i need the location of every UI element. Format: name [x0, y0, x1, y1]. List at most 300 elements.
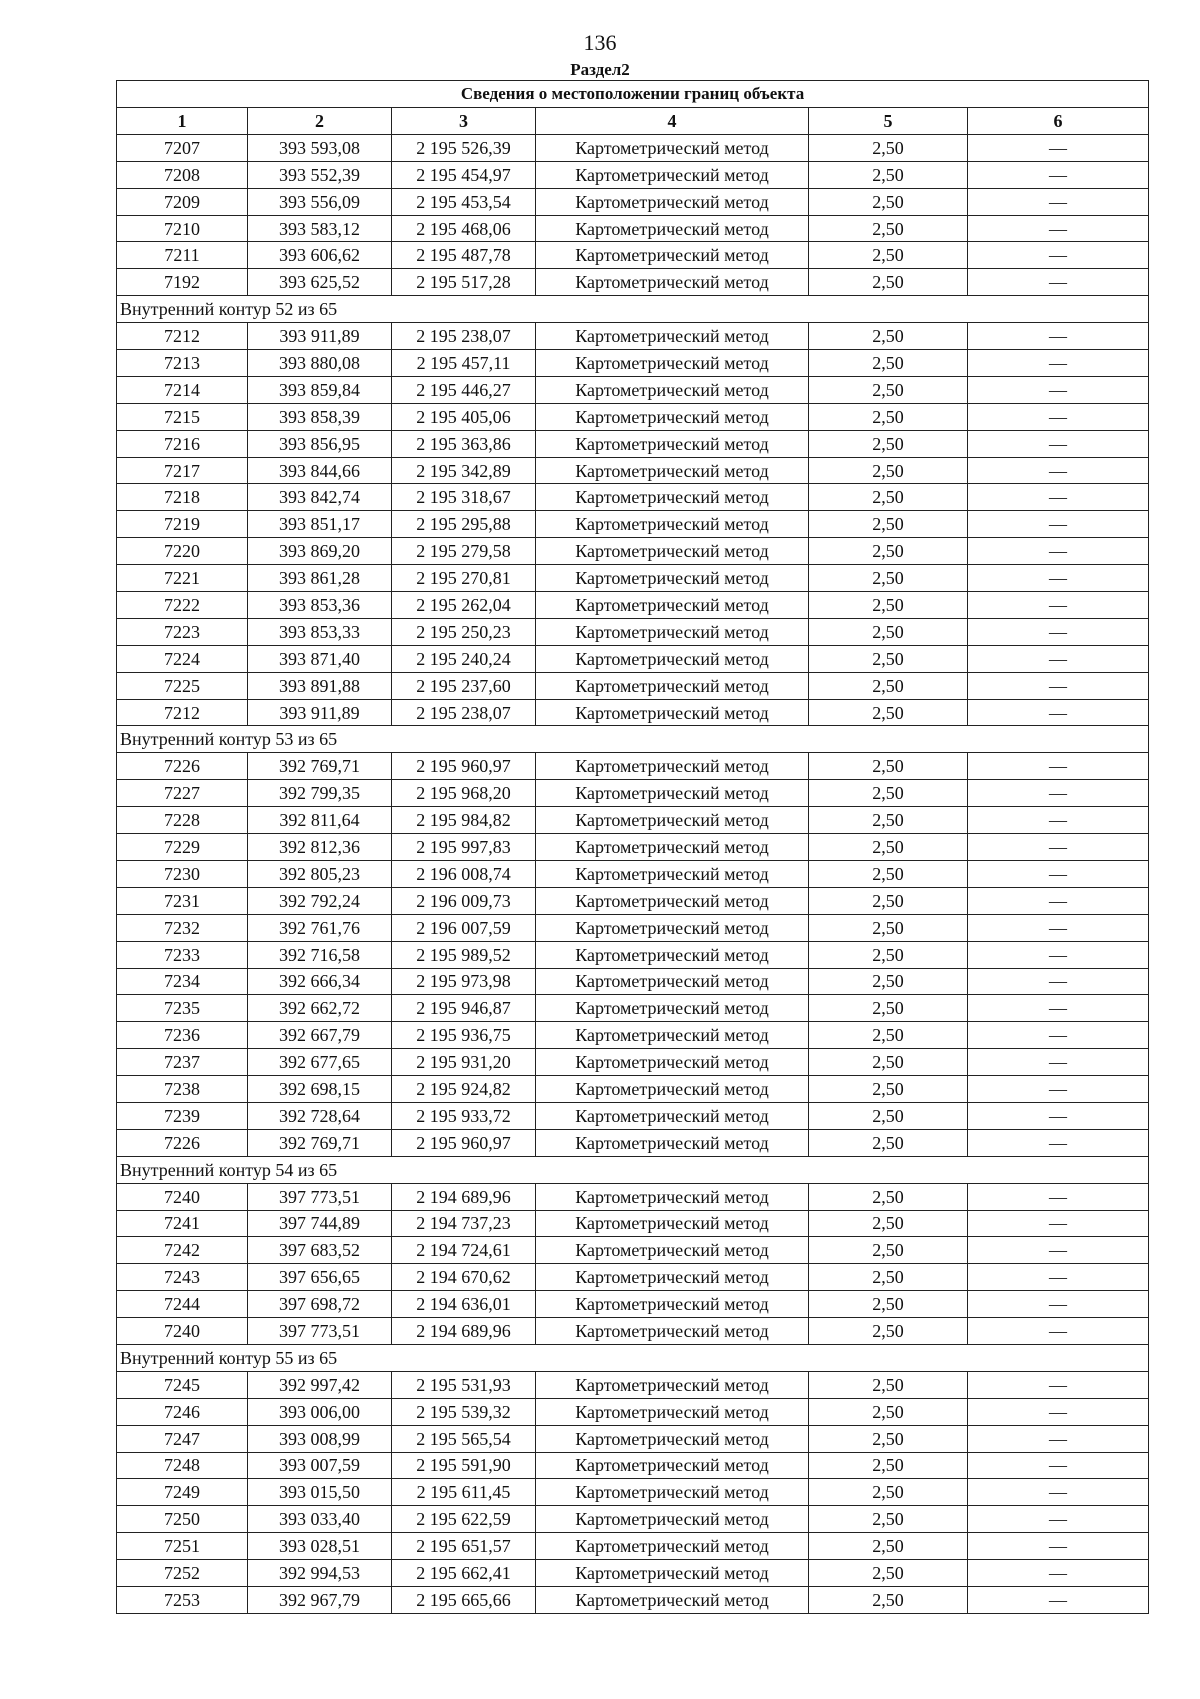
- point-number-cell: 7241: [117, 1210, 248, 1237]
- method-cell: Картометрический метод: [536, 1210, 809, 1237]
- table-row: [117, 242, 1149, 269]
- method-cell: Картометрический метод: [536, 1533, 809, 1560]
- method-cell: Картометрический метод: [536, 323, 809, 350]
- table-row: [117, 1318, 1149, 1345]
- method-cell: Картометрический метод: [536, 188, 809, 215]
- point-number-cell: 7235: [117, 995, 248, 1022]
- description-cell: —: [968, 645, 1149, 672]
- x-coordinate-cell: 393 008,99: [248, 1425, 392, 1452]
- point-number-cell: 7215: [117, 403, 248, 430]
- method-cell: Картометрический метод: [536, 1506, 809, 1533]
- description-cell: —: [968, 1102, 1149, 1129]
- table-row: [117, 430, 1149, 457]
- point-number-cell: 7216: [117, 430, 248, 457]
- description-cell: —: [968, 592, 1149, 619]
- y-coordinate-cell: 2 195 622,59: [392, 1506, 536, 1533]
- table-row: [117, 1129, 1149, 1156]
- accuracy-cell: 2,50: [809, 645, 968, 672]
- accuracy-cell: 2,50: [809, 403, 968, 430]
- description-cell: —: [968, 538, 1149, 565]
- method-cell: Картометрический метод: [536, 1371, 809, 1398]
- table-row: [117, 511, 1149, 538]
- point-number-cell: 7246: [117, 1398, 248, 1425]
- x-coordinate-cell: 393 880,08: [248, 350, 392, 377]
- table-row: [117, 1291, 1149, 1318]
- x-coordinate-cell: 392 716,58: [248, 941, 392, 968]
- method-cell: Картометрический метод: [536, 1291, 809, 1318]
- description-cell: —: [968, 134, 1149, 161]
- x-coordinate-cell: 393 869,20: [248, 538, 392, 565]
- accuracy-cell: 2,50: [809, 753, 968, 780]
- x-coordinate-cell: 397 773,51: [248, 1318, 392, 1345]
- x-coordinate-cell: 393 858,39: [248, 403, 392, 430]
- y-coordinate-cell: 2 195 946,87: [392, 995, 536, 1022]
- table-row: [117, 807, 1149, 834]
- y-coordinate-cell: 2 195 933,72: [392, 1102, 536, 1129]
- accuracy-cell: 2,50: [809, 807, 968, 834]
- x-coordinate-cell: 393 015,50: [248, 1479, 392, 1506]
- point-number-cell: 7234: [117, 968, 248, 995]
- description-cell: —: [968, 161, 1149, 188]
- method-cell: Картометрический метод: [536, 672, 809, 699]
- point-number-cell: 7226: [117, 1129, 248, 1156]
- y-coordinate-cell: 2 195 973,98: [392, 968, 536, 995]
- x-coordinate-cell: 393 911,89: [248, 323, 392, 350]
- description-cell: —: [968, 1291, 1149, 1318]
- x-coordinate-cell: 392 667,79: [248, 1022, 392, 1049]
- y-coordinate-cell: 2 196 009,73: [392, 887, 536, 914]
- table-row: [117, 376, 1149, 403]
- point-number-cell: 7209: [117, 188, 248, 215]
- x-coordinate-cell: 392 698,15: [248, 1076, 392, 1103]
- description-cell: —: [968, 1371, 1149, 1398]
- point-number-cell: 7220: [117, 538, 248, 565]
- y-coordinate-cell: 2 195 237,60: [392, 672, 536, 699]
- point-number-cell: 7212: [117, 323, 248, 350]
- table-row: [117, 484, 1149, 511]
- table-row: [117, 1076, 1149, 1103]
- x-coordinate-cell: 392 769,71: [248, 753, 392, 780]
- method-cell: Картометрический метод: [536, 1183, 809, 1210]
- description-cell: —: [968, 1049, 1149, 1076]
- accuracy-cell: 2,50: [809, 538, 968, 565]
- accuracy-cell: 2,50: [809, 1129, 968, 1156]
- table-row: [117, 941, 1149, 968]
- x-coordinate-cell: 392 666,34: [248, 968, 392, 995]
- method-cell: Картометрический метод: [536, 457, 809, 484]
- method-cell: Картометрический метод: [536, 834, 809, 861]
- table-row: [117, 1237, 1149, 1264]
- table-row: [117, 672, 1149, 699]
- table-row: [117, 188, 1149, 215]
- y-coordinate-cell: 2 195 453,54: [392, 188, 536, 215]
- description-cell: —: [968, 672, 1149, 699]
- table-row: [117, 968, 1149, 995]
- y-coordinate-cell: 2 195 454,97: [392, 161, 536, 188]
- method-cell: Картометрический метод: [536, 565, 809, 592]
- description-cell: —: [968, 215, 1149, 242]
- accuracy-cell: 2,50: [809, 484, 968, 511]
- column-header: 2: [248, 108, 392, 135]
- x-coordinate-cell: 393 556,09: [248, 188, 392, 215]
- accuracy-cell: 2,50: [809, 672, 968, 699]
- accuracy-cell: 2,50: [809, 1371, 968, 1398]
- accuracy-cell: 2,50: [809, 995, 968, 1022]
- x-coordinate-cell: 392 792,24: [248, 887, 392, 914]
- table-row: [117, 350, 1149, 377]
- description-cell: —: [968, 376, 1149, 403]
- description-cell: —: [968, 430, 1149, 457]
- x-coordinate-cell: 393 891,88: [248, 672, 392, 699]
- table-row: [117, 834, 1149, 861]
- page-number: 136: [583, 30, 617, 55]
- description-cell: —: [968, 1479, 1149, 1506]
- accuracy-cell: 2,50: [809, 1022, 968, 1049]
- method-cell: Картометрический метод: [536, 941, 809, 968]
- method-cell: Картометрический метод: [536, 215, 809, 242]
- point-number-cell: 7224: [117, 645, 248, 672]
- y-coordinate-cell: 2 194 636,01: [392, 1291, 536, 1318]
- method-cell: Картометрический метод: [536, 134, 809, 161]
- y-coordinate-cell: 2 195 936,75: [392, 1022, 536, 1049]
- point-number-cell: 7238: [117, 1076, 248, 1103]
- section-title: Раздел2: [570, 60, 630, 79]
- point-number-cell: 7222: [117, 592, 248, 619]
- accuracy-cell: 2,50: [809, 860, 968, 887]
- accuracy-cell: 2,50: [809, 161, 968, 188]
- y-coordinate-cell: 2 194 689,96: [392, 1318, 536, 1345]
- y-coordinate-cell: 2 195 968,20: [392, 780, 536, 807]
- table-row: [117, 134, 1149, 161]
- y-coordinate-cell: 2 195 487,78: [392, 242, 536, 269]
- point-number-cell: 7233: [117, 941, 248, 968]
- accuracy-cell: 2,50: [809, 834, 968, 861]
- x-coordinate-cell: 393 853,33: [248, 618, 392, 645]
- table-row: [117, 592, 1149, 619]
- description-cell: —: [968, 618, 1149, 645]
- x-coordinate-cell: 392 811,64: [248, 807, 392, 834]
- y-coordinate-cell: 2 194 670,62: [392, 1264, 536, 1291]
- description-cell: —: [968, 753, 1149, 780]
- x-coordinate-cell: 392 997,42: [248, 1371, 392, 1398]
- accuracy-cell: 2,50: [809, 457, 968, 484]
- point-number-cell: 7211: [117, 242, 248, 269]
- method-cell: Картометрический метод: [536, 699, 809, 726]
- point-number-cell: 7240: [117, 1183, 248, 1210]
- method-cell: Картометрический метод: [536, 860, 809, 887]
- description-cell: —: [968, 1425, 1149, 1452]
- x-coordinate-cell: 393 871,40: [248, 645, 392, 672]
- table-row: [117, 1049, 1149, 1076]
- accuracy-cell: 2,50: [809, 1425, 968, 1452]
- accuracy-cell: 2,50: [809, 269, 968, 296]
- method-cell: Картометрический метод: [536, 1318, 809, 1345]
- description-cell: —: [968, 1183, 1149, 1210]
- x-coordinate-cell: 393 006,00: [248, 1398, 392, 1425]
- y-coordinate-cell: 2 194 689,96: [392, 1183, 536, 1210]
- column-header: 5: [809, 108, 968, 135]
- y-coordinate-cell: 2 194 724,61: [392, 1237, 536, 1264]
- method-cell: Картометрический метод: [536, 1479, 809, 1506]
- y-coordinate-cell: 2 195 611,45: [392, 1479, 536, 1506]
- description-cell: —: [968, 699, 1149, 726]
- y-coordinate-cell: 2 195 997,83: [392, 834, 536, 861]
- description-cell: —: [968, 511, 1149, 538]
- method-cell: Картометрический метод: [536, 538, 809, 565]
- method-cell: Картометрический метод: [536, 1022, 809, 1049]
- table-row: [117, 565, 1149, 592]
- x-coordinate-cell: 397 773,51: [248, 1183, 392, 1210]
- point-number-cell: 7249: [117, 1479, 248, 1506]
- accuracy-cell: 2,50: [809, 1237, 968, 1264]
- point-number-cell: 7214: [117, 376, 248, 403]
- x-coordinate-cell: 393 856,95: [248, 430, 392, 457]
- point-number-cell: 7242: [117, 1237, 248, 1264]
- contour-header-row: [117, 726, 1149, 753]
- method-cell: Картометрический метод: [536, 1237, 809, 1264]
- y-coordinate-cell: 2 195 262,04: [392, 592, 536, 619]
- table-row: [117, 1560, 1149, 1587]
- method-cell: Картометрический метод: [536, 269, 809, 296]
- method-cell: Картометрический метод: [536, 1425, 809, 1452]
- x-coordinate-cell: 392 677,65: [248, 1049, 392, 1076]
- column-header: 6: [968, 108, 1149, 135]
- x-coordinate-cell: 392 967,79: [248, 1586, 392, 1613]
- point-number-cell: 7210: [117, 215, 248, 242]
- column-header-row: [117, 108, 1149, 135]
- method-cell: Картометрический метод: [536, 1398, 809, 1425]
- method-cell: Картометрический метод: [536, 914, 809, 941]
- contour-header-row: [117, 1344, 1149, 1371]
- method-cell: Картометрический метод: [536, 1076, 809, 1103]
- description-cell: —: [968, 1560, 1149, 1587]
- table-row: [117, 995, 1149, 1022]
- x-coordinate-cell: 397 744,89: [248, 1210, 392, 1237]
- description-cell: —: [968, 1237, 1149, 1264]
- point-number-cell: 7218: [117, 484, 248, 511]
- accuracy-cell: 2,50: [809, 1398, 968, 1425]
- y-coordinate-cell: 2 195 931,20: [392, 1049, 536, 1076]
- x-coordinate-cell: 393 028,51: [248, 1533, 392, 1560]
- description-cell: —: [968, 269, 1149, 296]
- x-coordinate-cell: 392 812,36: [248, 834, 392, 861]
- point-number-cell: 7231: [117, 887, 248, 914]
- method-cell: Картометрический метод: [536, 1586, 809, 1613]
- x-coordinate-cell: 393 842,74: [248, 484, 392, 511]
- accuracy-cell: 2,50: [809, 511, 968, 538]
- point-number-cell: 7247: [117, 1425, 248, 1452]
- point-number-cell: 7239: [117, 1102, 248, 1129]
- accuracy-cell: 2,50: [809, 1102, 968, 1129]
- table-row: [117, 1102, 1149, 1129]
- y-coordinate-cell: 2 195 989,52: [392, 941, 536, 968]
- accuracy-cell: 2,50: [809, 1049, 968, 1076]
- x-coordinate-cell: 393 606,62: [248, 242, 392, 269]
- table-row: [117, 1398, 1149, 1425]
- point-number-cell: 7236: [117, 1022, 248, 1049]
- accuracy-cell: 2,50: [809, 887, 968, 914]
- contour-header-row: [117, 296, 1149, 323]
- table-row: [117, 1183, 1149, 1210]
- method-cell: Картометрический метод: [536, 645, 809, 672]
- x-coordinate-cell: 392 728,64: [248, 1102, 392, 1129]
- x-coordinate-cell: 393 583,12: [248, 215, 392, 242]
- description-cell: —: [968, 1318, 1149, 1345]
- description-cell: —: [968, 1129, 1149, 1156]
- x-coordinate-cell: 392 769,71: [248, 1129, 392, 1156]
- point-number-cell: 7228: [117, 807, 248, 834]
- point-number-cell: 7226: [117, 753, 248, 780]
- description-cell: —: [968, 565, 1149, 592]
- method-cell: Картометрический метод: [536, 1560, 809, 1587]
- point-number-cell: 7252: [117, 1560, 248, 1587]
- table-row: [117, 538, 1149, 565]
- x-coordinate-cell: 397 683,52: [248, 1237, 392, 1264]
- point-number-cell: 7229: [117, 834, 248, 861]
- x-coordinate-cell: 392 994,53: [248, 1560, 392, 1587]
- table-row: [117, 457, 1149, 484]
- method-cell: Картометрический метод: [536, 1129, 809, 1156]
- description-cell: —: [968, 780, 1149, 807]
- x-coordinate-cell: 392 799,35: [248, 780, 392, 807]
- x-coordinate-cell: 393 911,89: [248, 699, 392, 726]
- contour-label: Внутренний контур 54 из 65: [117, 1156, 1149, 1183]
- method-cell: Картометрический метод: [536, 430, 809, 457]
- x-coordinate-cell: 393 859,84: [248, 376, 392, 403]
- x-coordinate-cell: 393 844,66: [248, 457, 392, 484]
- accuracy-cell: 2,50: [809, 350, 968, 377]
- description-cell: —: [968, 1022, 1149, 1049]
- accuracy-cell: 2,50: [809, 565, 968, 592]
- point-number-cell: 7192: [117, 269, 248, 296]
- accuracy-cell: 2,50: [809, 914, 968, 941]
- accuracy-cell: 2,50: [809, 1318, 968, 1345]
- description-cell: —: [968, 995, 1149, 1022]
- table-row: [117, 1371, 1149, 1398]
- accuracy-cell: 2,50: [809, 699, 968, 726]
- y-coordinate-cell: 2 195 662,41: [392, 1560, 536, 1587]
- accuracy-cell: 2,50: [809, 1264, 968, 1291]
- description-cell: —: [968, 1506, 1149, 1533]
- method-cell: Картометрический метод: [536, 592, 809, 619]
- contour-label: Внутренний контур 55 из 65: [117, 1344, 1149, 1371]
- description-cell: —: [968, 457, 1149, 484]
- method-cell: Картометрический метод: [536, 376, 809, 403]
- y-coordinate-cell: 2 195 446,27: [392, 376, 536, 403]
- accuracy-cell: 2,50: [809, 1479, 968, 1506]
- x-coordinate-cell: 397 656,65: [248, 1264, 392, 1291]
- point-number-cell: 7230: [117, 860, 248, 887]
- table-row: [117, 1479, 1149, 1506]
- y-coordinate-cell: 2 196 008,74: [392, 860, 536, 887]
- y-coordinate-cell: 2 195 295,88: [392, 511, 536, 538]
- y-coordinate-cell: 2 195 984,82: [392, 807, 536, 834]
- table-row: [117, 161, 1149, 188]
- method-cell: Картометрический метод: [536, 403, 809, 430]
- description-cell: —: [968, 1586, 1149, 1613]
- description-cell: —: [968, 968, 1149, 995]
- point-number-cell: 7244: [117, 1291, 248, 1318]
- x-coordinate-cell: 397 698,72: [248, 1291, 392, 1318]
- method-cell: Картометрический метод: [536, 1264, 809, 1291]
- y-coordinate-cell: 2 195 591,90: [392, 1452, 536, 1479]
- point-number-cell: 7219: [117, 511, 248, 538]
- y-coordinate-cell: 2 195 363,86: [392, 430, 536, 457]
- method-cell: Картометрический метод: [536, 887, 809, 914]
- y-coordinate-cell: 2 195 468,06: [392, 215, 536, 242]
- accuracy-cell: 2,50: [809, 941, 968, 968]
- y-coordinate-cell: 2 195 342,89: [392, 457, 536, 484]
- y-coordinate-cell: 2 195 318,67: [392, 484, 536, 511]
- y-coordinate-cell: 2 196 007,59: [392, 914, 536, 941]
- accuracy-cell: 2,50: [809, 242, 968, 269]
- y-coordinate-cell: 2 194 737,23: [392, 1210, 536, 1237]
- contour-label: Внутренний контур 52 из 65: [117, 296, 1149, 323]
- method-cell: Картометрический метод: [536, 780, 809, 807]
- description-cell: —: [968, 1210, 1149, 1237]
- point-number-cell: 7213: [117, 350, 248, 377]
- y-coordinate-cell: 2 195 270,81: [392, 565, 536, 592]
- contour-label: Внутренний контур 53 из 65: [117, 726, 1149, 753]
- description-cell: —: [968, 1452, 1149, 1479]
- column-header: 3: [392, 108, 536, 135]
- y-coordinate-cell: 2 195 539,32: [392, 1398, 536, 1425]
- x-coordinate-cell: 393 853,36: [248, 592, 392, 619]
- point-number-cell: 7221: [117, 565, 248, 592]
- accuracy-cell: 2,50: [809, 430, 968, 457]
- table-row: [117, 1586, 1149, 1613]
- accuracy-cell: 2,50: [809, 376, 968, 403]
- accuracy-cell: 2,50: [809, 134, 968, 161]
- point-number-cell: 7232: [117, 914, 248, 941]
- y-coordinate-cell: 2 195 924,82: [392, 1076, 536, 1103]
- table-caption-row: [117, 81, 1149, 108]
- table-row: [117, 618, 1149, 645]
- accuracy-cell: 2,50: [809, 780, 968, 807]
- y-coordinate-cell: 2 195 651,57: [392, 1533, 536, 1560]
- description-cell: —: [968, 484, 1149, 511]
- table-row: [117, 780, 1149, 807]
- y-coordinate-cell: 2 195 279,58: [392, 538, 536, 565]
- table-row: [117, 1022, 1149, 1049]
- table-row: [117, 1264, 1149, 1291]
- accuracy-cell: 2,50: [809, 618, 968, 645]
- point-number-cell: 7237: [117, 1049, 248, 1076]
- point-number-cell: 7250: [117, 1506, 248, 1533]
- column-header: 1: [117, 108, 248, 135]
- method-cell: Картометрический метод: [536, 1049, 809, 1076]
- x-coordinate-cell: 393 033,40: [248, 1506, 392, 1533]
- table-row: [117, 753, 1149, 780]
- y-coordinate-cell: 2 195 960,97: [392, 753, 536, 780]
- accuracy-cell: 2,50: [809, 968, 968, 995]
- point-number-cell: 7243: [117, 1264, 248, 1291]
- description-cell: —: [968, 350, 1149, 377]
- method-cell: Картометрический метод: [536, 511, 809, 538]
- contour-header-row: [117, 1156, 1149, 1183]
- x-coordinate-cell: 393 861,28: [248, 565, 392, 592]
- description-cell: —: [968, 1264, 1149, 1291]
- method-cell: Картометрический метод: [536, 968, 809, 995]
- method-cell: Картометрический метод: [536, 618, 809, 645]
- boundary-coordinates-table: [116, 80, 1149, 1614]
- point-number-cell: 7245: [117, 1371, 248, 1398]
- point-number-cell: 7223: [117, 618, 248, 645]
- accuracy-cell: 2,50: [809, 1076, 968, 1103]
- point-number-cell: 7227: [117, 780, 248, 807]
- table-row: [117, 699, 1149, 726]
- x-coordinate-cell: 393 593,08: [248, 134, 392, 161]
